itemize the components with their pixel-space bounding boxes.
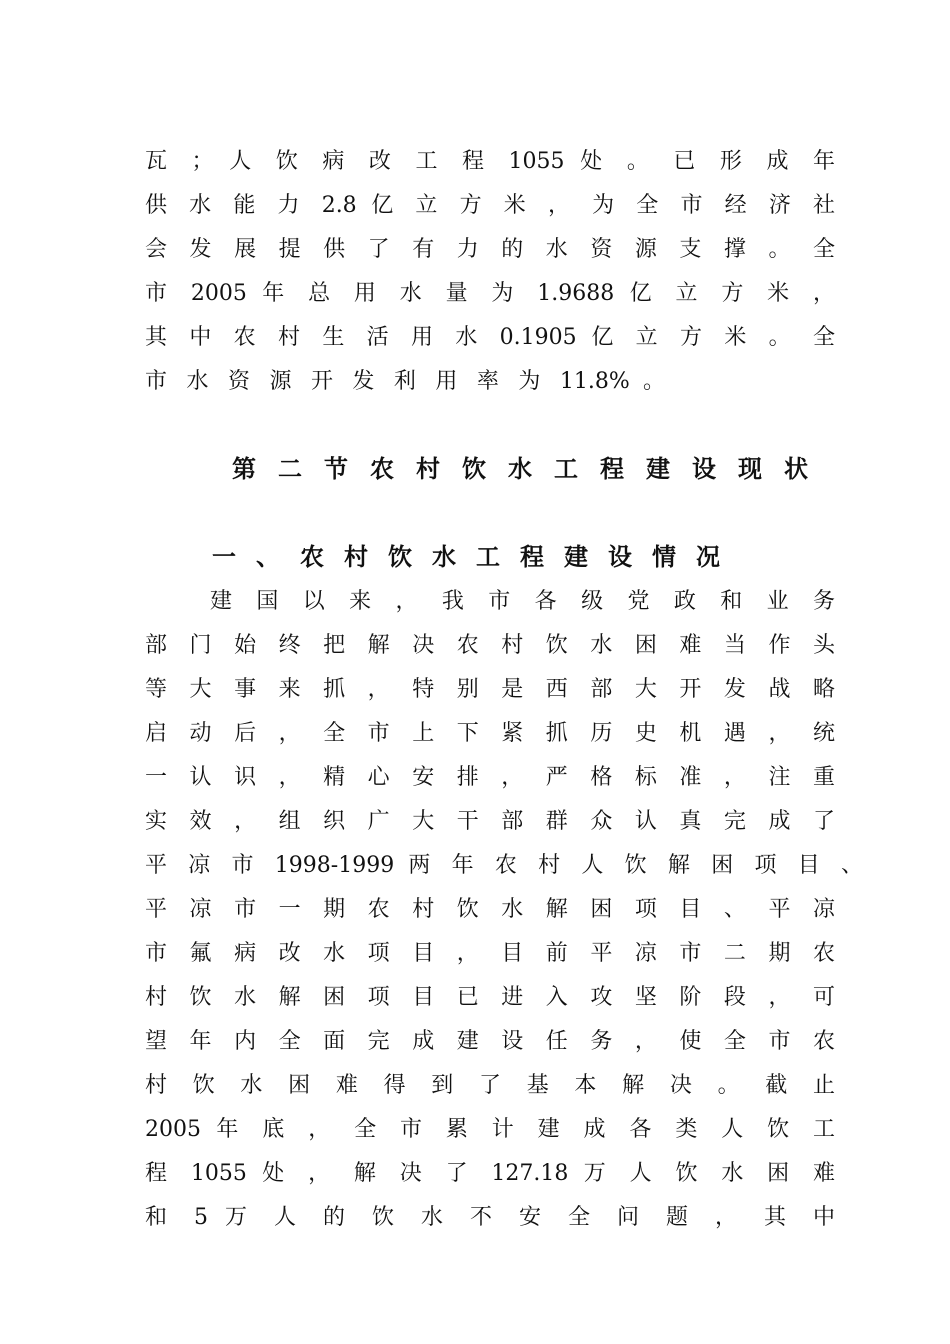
paragraph-2-line-11: 望 年 内 全 面 完 成 建 设 任 务 ， 使 全 市 农 [145, 1029, 835, 1054]
paragraph-1-line-2: 供 水 能 力 2.8 亿 立 方 米 ， 为 全 市 经 济 社 [145, 193, 835, 218]
paragraph-2-line-2: 部 门 始 终 把 解 决 农 村 饮 水 困 难 当 作 头 [145, 633, 835, 658]
paragraph-2-line-8: 平 凉 市 一 期 农 村 饮 水 解 困 项 目 、 平 凉 [145, 897, 835, 922]
paragraph-2-line-12: 村 饮 水 困 难 得 到 了 基 本 解 决 。 截 止 [145, 1073, 835, 1098]
subsection-heading: 一 、 农 村 饮 水 工 程 建 设 情 况 [212, 543, 720, 571]
paragraph-1-line-1: 瓦 ； 人 饮 病 改 工 程 1055 处 。 已 形 成 年 [145, 149, 835, 174]
paragraph-2-line-3: 等 大 事 来 抓 ， 特 别 是 西 部 大 开 发 战 略 [145, 677, 835, 702]
paragraph-2-line-5: 一 认 识 ， 精 心 安 排 ， 严 格 标 准 ， 注 重 [145, 765, 835, 790]
paragraph-2-line-13: 2005 年 底 ， 全 市 累 计 建 成 各 类 人 饮 工 [145, 1117, 835, 1142]
paragraph-2-line-14: 程 1055 处 ， 解 决 了 127.18 万 人 饮 水 困 难 [145, 1161, 835, 1186]
paragraph-2-line-7: 平 凉 市 1998-1999 两 年 农 村 人 饮 解 困 项 目 、 [145, 853, 863, 878]
paragraph-1-line-4: 市 2005 年 总 用 水 量 为 1.9688 亿 立 方 米 ， [145, 281, 835, 306]
section-heading: 第 二 节 农 村 饮 水 工 程 建 设 现 状 [232, 455, 808, 483]
paragraph-2-line-1: 建 国 以 来 ， 我 市 各 级 党 政 和 业 务 [210, 589, 835, 614]
paragraph-1-line-3: 会 发 展 提 供 了 有 力 的 水 资 源 支 撑 。 全 [145, 237, 835, 262]
paragraph-1-line-6: 市 水 资 源 开 发 利 用 率 为 11.8% 。 [145, 369, 665, 394]
paragraph-1-line-5: 其 中 农 村 生 活 用 水 0.1905 亿 立 方 米 。 全 [145, 325, 835, 350]
paragraph-2-line-15: 和 5 万 人 的 饮 水 不 安 全 问 题 ， 其 中 [145, 1205, 835, 1230]
paragraph-2-line-6: 实 效 ， 组 织 广 大 干 部 群 众 认 真 完 成 了 [145, 809, 835, 834]
paragraph-2-line-9: 市 氟 病 改 水 项 目 ， 目 前 平 凉 市 二 期 农 [145, 941, 835, 966]
paragraph-2-line-10: 村 饮 水 解 困 项 目 已 进 入 攻 坚 阶 段 ， 可 [145, 985, 835, 1010]
paragraph-2-line-4: 启 动 后 ， 全 市 上 下 紧 抓 历 史 机 遇 ， 统 [145, 721, 835, 746]
